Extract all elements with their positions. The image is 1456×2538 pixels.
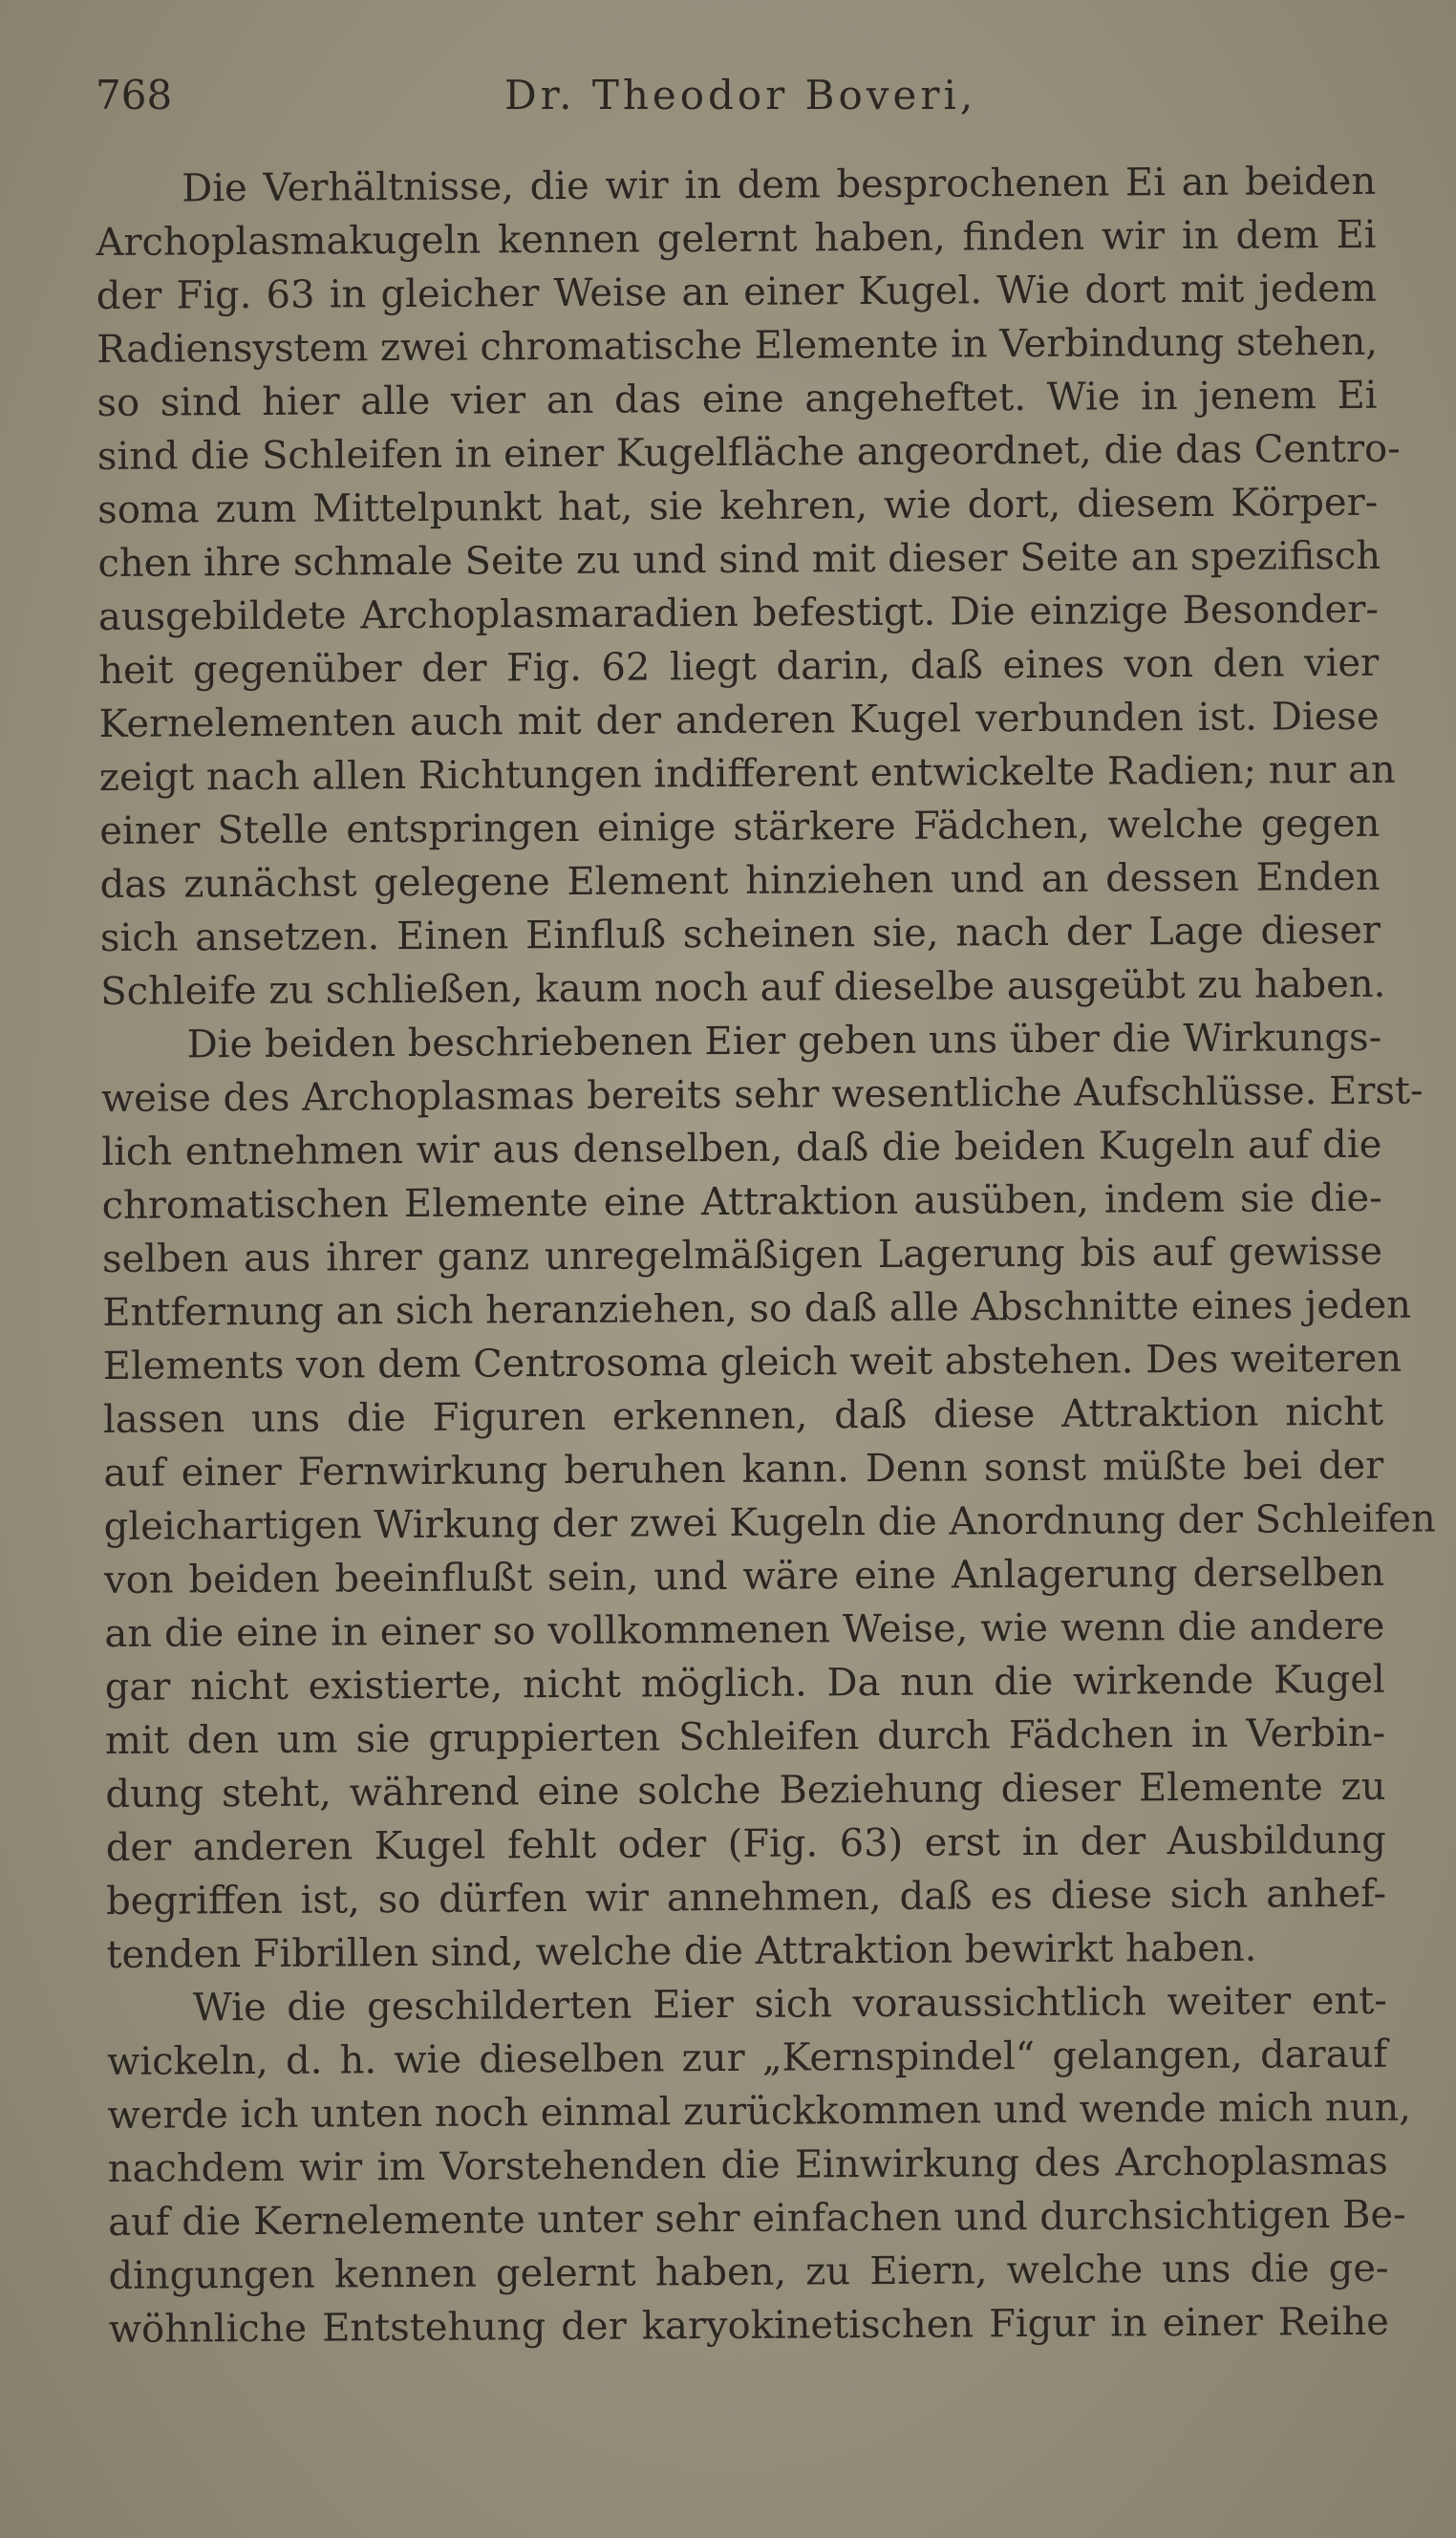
text-line: wickeln, d. h. wie dieselben zur „Kernspindel“ gelangen, darauf [107,2032,1388,2084]
text-line: weise des Archoplasmas bereits sehr wesentliche Aufschlüsse. Erst- [100,1068,1424,1121]
text-line: Archoplasmakugeln kennen gelernt haben, finden wir in dem Ei [96,212,1377,265]
text-line: sich ansetzen. Einen Einfluß scheinen sie, nach der Lage dieser [99,908,1381,960]
text-line: einer Stelle entspringen einige stärkere Fädchen, welche gegen [99,801,1381,853]
text-line: gar nicht existierte, nicht möglich. Da nun die wirkende Kugel [104,1657,1385,1710]
body-text [96,155,1436,2356]
text-line: auf einer Fernwirkung beruhen kann. Denn sonst müßte bei der [103,1443,1384,1495]
text-line: mit den um sie gruppierten Schleifen durch Fädchen in Verbin- [104,1710,1386,1763]
running-title: Dr. Theodor Boveri, [504,72,977,118]
text-line: heit gegenüber der Fig. 62 liegt darin, daß eines von den vier [98,640,1380,693]
text-line: Elements von dem Centrosoma gleich weit abstehen. Des weiteren [102,1336,1402,1388]
text-line: Entfernung an sich heranziehen, so daß alle Abschnitte eines jeden [102,1282,1412,1335]
text-line: auf die Kernelemente unter sehr einfachen und durchsichtigen Be- [108,2192,1406,2245]
text-line: werde ich unten noch einmal zurückkommen und wende mich nun, [107,2085,1412,2138]
text-line: gleichartigen Wirkung der zwei Kugeln die Anordnung der Schleifen [103,1496,1436,1549]
text-line: der anderen Kugel fehlt oder (Fig. 63) erst in der Ausbildung [105,1817,1386,1870]
text-line: ausgebildete Archoplasmaradien befestigt. Die einzige Besonder- [97,587,1380,639]
text-line: lassen uns die Figuren erkennen, daß diese Attraktion nicht [102,1389,1384,1442]
page-number: 768 [96,72,173,118]
text-line: dung steht, während eine solche Beziehung dieser Elemente zu [105,1764,1386,1817]
text-line: sind die Schleifen in einer Kugelfläche angeordnet, die das Centro- [96,426,1401,479]
text-line: Schleife zu schließen, kaum noch auf dieselbe ausgeübt zu haben. [100,961,1386,1014]
text-line: das zunächst gelegene Element hinziehen und an dessen Enden [99,854,1381,907]
text-line: wöhnliche Entstehung der karyokinetischen Figur in einer Reihe [108,2299,1389,2352]
text-line: Die Verhältnisse, die wir in dem besprochenen Ei an beiden [182,159,1377,211]
running-head [96,67,977,124]
text-line: tenden Fibrillen sind, welche die Attraktion bewirkt haben. [106,1925,1257,1977]
text-line: Kernelementen auch mit der anderen Kugel verbunden ist. Diese [98,694,1380,746]
text-line: selben aus ihrer ganz unregelmäßigen Lagerung bis auf gewisse [101,1229,1383,1281]
text-line: dingungen kennen gelernt haben, zu Eiern, welche uns die ge- [108,2246,1389,2298]
text-line: chromatischen Elemente eine Attraktion ausüben, indem sie die- [101,1175,1382,1228]
text-line: soma zum Mittelpunkt hat, sie kehren, wie dort, diesem Körper- [97,480,1379,532]
text-line: zeigt nach allen Richtungen indifferent entwickelte Radien; nur an [98,747,1396,800]
text-line: von beiden beeinflußt sein, und wäre eine Anlagerung derselben [103,1550,1385,1602]
text-line: chen ihre schmale Seite zu und sind mit dieser Seite an spezifisch [97,533,1381,586]
text-line: der Fig. 63 in gleicher Weise an einer Kugel. Wie dort mit jedem [96,266,1377,318]
text-line: Die beiden beschriebenen Eier geben uns über die Wirkungs- [186,1015,1382,1067]
text-line: Wie die geschilderten Eier sich voraussichtlich weiter ent- [192,1978,1387,2031]
text-line: begriffen ist, so dürfen wir annehmen, daß es diese sich anhef- [105,1871,1387,1924]
text-line: lich entnehmen wir aus denselben, daß die beiden Kugeln auf die [101,1122,1382,1174]
text-line: so sind hier alle vier an das eine angeheftet. Wie in jenem Ei [96,373,1378,425]
text-line: an die eine in einer so vollkommenen Weise, wie wenn die andere [104,1603,1385,1656]
text-line: nachdem wir im Vorstehenden die Einwirkung des Archoplasmas [107,2139,1388,2191]
text-line: Radiensystem zwei chromatische Elemente in Verbindung stehen, [96,319,1379,372]
